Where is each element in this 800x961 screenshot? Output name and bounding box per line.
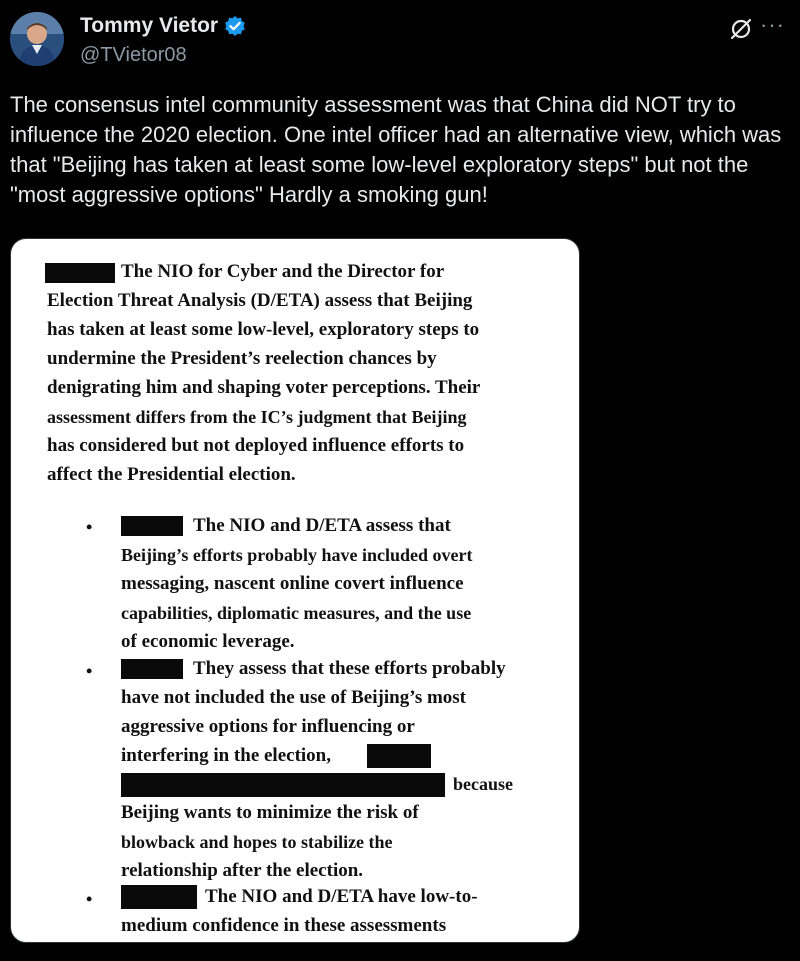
doc-line: messaging, nascent online covert influence — [121, 573, 464, 594]
redaction-bar — [367, 744, 431, 768]
bullet-dot: • — [86, 889, 93, 909]
doc-line: Beijing’s efforts probably have included overt — [121, 545, 473, 565]
doc-line: aggressive options for influencing or — [121, 716, 415, 737]
doc-line: medium confidence in these assessments — [121, 915, 447, 936]
doc-line: has considered but not deployed influence efforts to — [47, 435, 465, 456]
avatar[interactable] — [10, 12, 64, 66]
redaction-bar — [121, 659, 183, 679]
bullet-dot: • — [86, 517, 93, 537]
doc-line: Election Threat Analysis (D/ETA) assess that Beijing — [47, 290, 473, 311]
more-options-icon[interactable]: ··· — [760, 12, 785, 37]
redaction-bar — [121, 516, 183, 536]
doc-line: They assess that these efforts probably — [193, 658, 506, 679]
doc-line: relationship after the election. — [121, 860, 364, 881]
doc-line: Beijing wants to minimize the risk of — [121, 802, 419, 823]
doc-line: undermine the President’s reelection chances by — [47, 348, 437, 369]
doc-line: have not included the use of Beijing’s most — [121, 687, 467, 708]
doc-line: affect the Presidential election. — [47, 464, 296, 485]
verified-badge-icon — [224, 15, 246, 37]
doc-line: of economic leverage. — [121, 631, 295, 652]
doc-line: interfering in the election, — [121, 745, 332, 766]
doc-line: denigrating him and shaping voter perceptions. Their — [47, 377, 481, 398]
doc-line: The NIO and D/ETA have low-to- — [205, 886, 478, 907]
grok-icon[interactable] — [728, 16, 754, 42]
doc-line: has taken at least some low-level, exploratory steps to — [47, 319, 480, 340]
doc-line: capabilities, diplomatic measures, and the use — [121, 603, 472, 623]
redaction-bar — [121, 773, 445, 797]
tweet-text: The consensus intel community assessment was that China did NOT try to influence the 2020 election. One intel officer had an alternative view, which was that "Beijing has taken at least some low-level exploratory steps" but not the "most aggressive options" Hardly a smoking gun! — [10, 92, 782, 207]
doc-line: The NIO and D/ETA assess that — [193, 515, 451, 536]
author-name-row — [80, 14, 246, 38]
display-name[interactable]: Tommy Vietor — [80, 14, 219, 37]
doc-line: blowback and hopes to stabilize the — [121, 832, 393, 852]
doc-line: because — [453, 774, 513, 794]
redaction-bar — [45, 263, 115, 283]
doc-line: The NIO for Cyber and the Director for — [121, 261, 445, 282]
bullet-dot: • — [86, 661, 93, 681]
doc-line: assessment differs from the IC’s judgment that Beijing — [47, 407, 467, 427]
author-handle[interactable]: @TVietor08 — [80, 44, 187, 66]
redaction-bar — [121, 885, 197, 909]
attached-document-image[interactable] — [10, 238, 580, 943]
avatar-image — [10, 12, 64, 66]
